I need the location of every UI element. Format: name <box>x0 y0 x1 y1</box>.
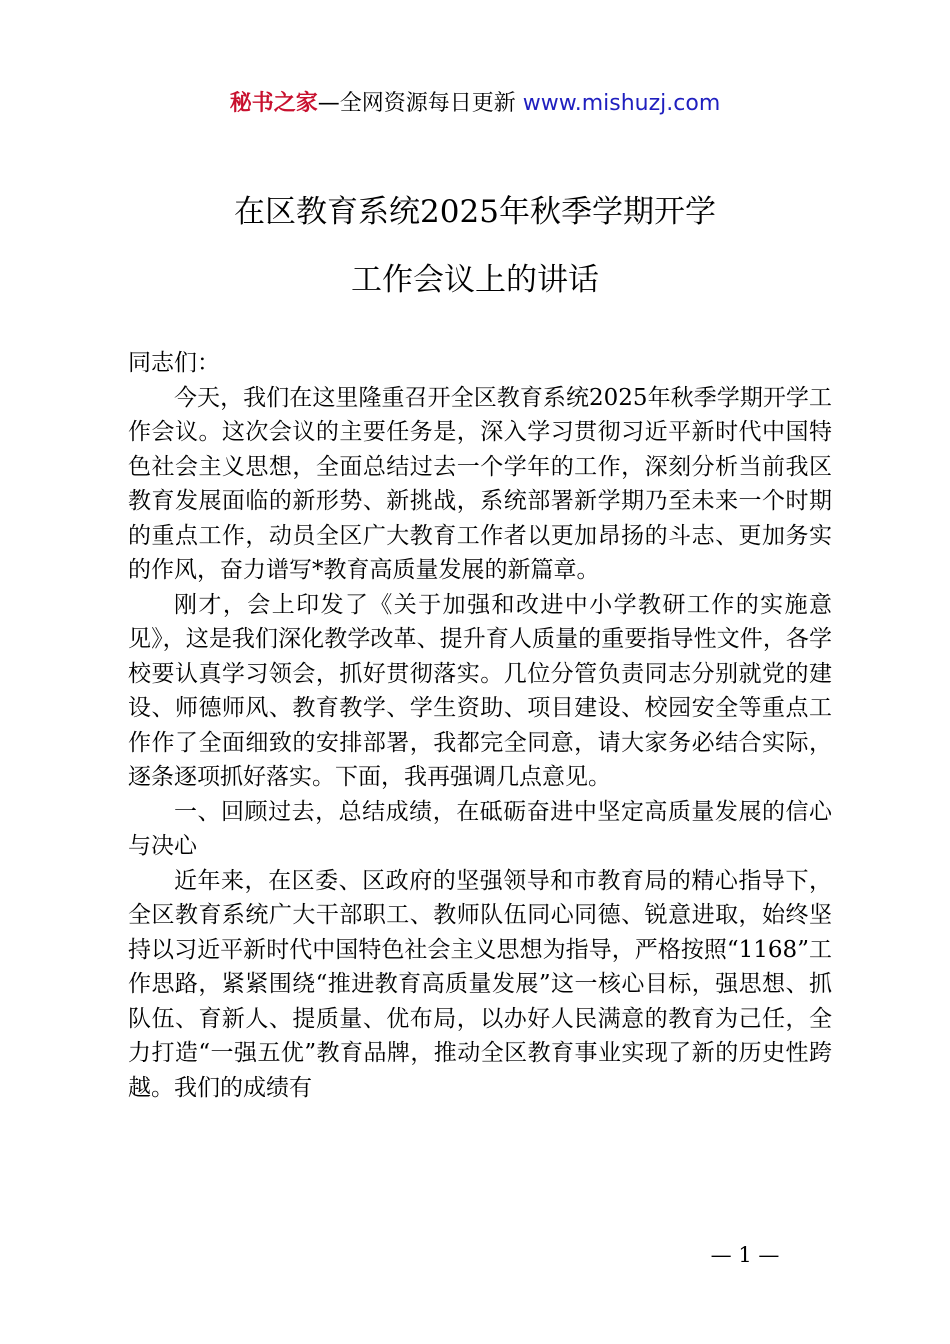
body-paragraph: 今天，我们在这里隆重召开全区教育系统2025年秋季学期开学工作会议。这次会议的主要任务是，深入学习贯彻习近平新时代中国特色社会主义思想，全面总结过去一个学年的工作，深刻分析当前我区教育发展面临的新形势、新挑战，系统部署新学期乃至未来一个时期的重点工作，动员全区广大教育工作者以更加昂扬的斗志、更加务实的作风，奋力谱写*教育高质量发展的新篇章。 <box>128 384 832 583</box>
site-url: www.mishuzj.com <box>522 91 721 116</box>
brand-name: 秘书之家 <box>229 91 318 116</box>
watermark-header <box>0 88 950 120</box>
page-number: — 1 — <box>710 1243 780 1267</box>
body-paragraph: 刚才，会上印发了《关于加强和改进中小学教研工作的实施意见》，这是我们深化教学改革、提升育人质量的重要指导性文件，各学校要认真学习领会，抓好贯彻落实。几位分管负责同志分别就党的建设、师德师风、教育教学、学生资助、项目建设、校园安全等重点工作作了全面细致的安排部署，我都完全同意，请大家务必结合实际，逐条逐项抓好落实。下面，我再强调几点意见。 <box>128 591 832 790</box>
document-body <box>128 346 832 1105</box>
section-heading: 一、回顾过去，总结成绩，在砥砺奋进中坚定高质量发展的信心与决心 <box>128 798 832 859</box>
document-title-line-1: 在区教育系统2025年秋季学期开学 <box>234 194 716 230</box>
header-slogan: —全网资源每日更新 <box>317 91 523 116</box>
salutation: 同志们： <box>128 350 220 376</box>
body-paragraph: 近年来，在区委、区政府的坚强领导和市教育局的精心指导下，全区教育系统广大干部职工、教师队伍同心同德、锐意进取，始终坚持以习近平新时代中国特色社会主义思想为指导，严格按照“1168”工作思路，紧紧围绕“推进教育高质量发展”这一核心目标，强思想、抓队伍、育新人、提质量、优布局，以办好人民满意的教育为己任，全力打造“一强五优”教育品牌，推动全区教育事业实现了新的历史性跨越。我们的成绩有 <box>128 867 832 1101</box>
document-title-line-2: 工作会议上的讲话 <box>351 262 599 298</box>
